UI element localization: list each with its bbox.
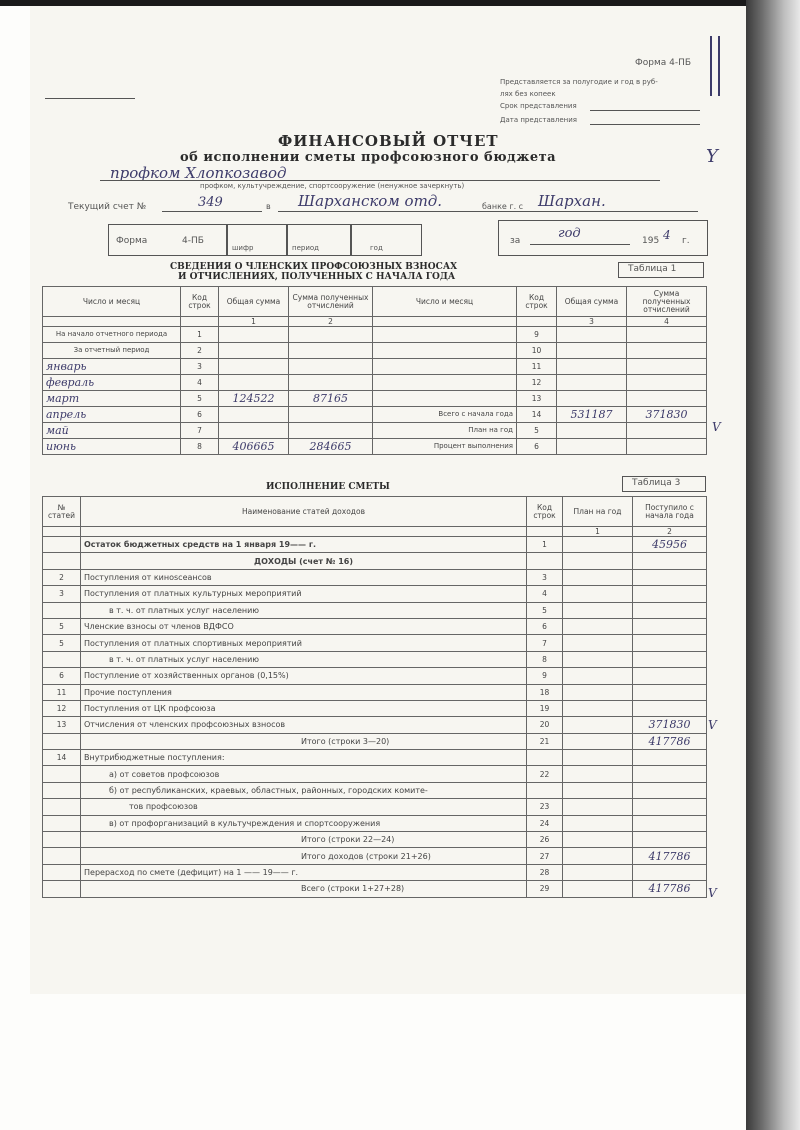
t1-ded-left [289,375,373,391]
stamp-line [45,98,135,99]
table-row [43,733,707,749]
t3-colnum-2: 2 [633,527,707,537]
t3-plan-value [563,635,633,651]
t3-plan-value [563,799,633,815]
scan-blank-area [0,994,746,1130]
t1-head-total-left: Общая сумма [219,287,289,317]
t1-ded-left: 284665 [289,439,373,455]
t3-code: 7 [527,635,563,651]
t3-plan-value [563,864,633,880]
t1-ded-right [627,327,707,343]
t1-code-left: 3 [181,359,219,375]
t1-code-right: 14 [517,407,557,423]
t3-received-value [633,602,707,618]
t3-article-name: Итого (строки 22—24) [81,832,527,848]
t1-month-left: январь [43,359,181,375]
t3-code: 24 [527,815,563,831]
t1-code-right: 9 [517,327,557,343]
t1-code-left: 5 [181,391,219,407]
t3-article-num [43,651,81,667]
t3-code: 29 [527,881,563,897]
t3-head-code: Код строк [527,497,563,527]
t3-article-name: Итого (строки 3—20) [81,733,527,749]
t1-head-ded-right: Сумма полученных отчислений [627,287,707,317]
t3-plan-value [563,832,633,848]
t3-code [527,553,563,569]
t3-article-num: 12 [43,700,81,716]
t3-code: 19 [527,700,563,716]
t3-code: 27 [527,848,563,864]
table-row [43,881,707,897]
t1-code-left: 7 [181,423,219,439]
t3-received-value [633,815,707,831]
note-date: Дата представления [500,116,577,124]
t1-code-right: 6 [517,439,557,455]
t1-ded-right [627,343,707,359]
t3-article-num [43,815,81,831]
t3-article-num: 3 [43,586,81,602]
t1-code-left: 1 [181,327,219,343]
t3-plan-value [563,848,633,864]
t1-total-left [219,407,289,423]
t3-code: 1 [527,537,563,553]
t3-received-value [633,684,707,700]
margin-check-mark: V [708,718,717,732]
document-page [30,6,746,994]
t3-code: 8 [527,651,563,667]
t3-article-name: ДОХОДЫ (счет № 16) [81,553,527,569]
table-row [43,848,707,864]
form-number: Форма 4-ПБ [635,58,692,68]
t3-plan-value [563,750,633,766]
form-box-label: Форма [116,236,148,246]
t3-article-name: Остаток бюджетных средств на 1 января 19—— г. [81,537,527,553]
table-row [43,782,707,798]
t1-head-month-left: Число и месяц [43,287,181,317]
t3-received-value [633,700,707,716]
t1-head-month-right: Число и месяц [373,287,517,317]
t1-month-left: апрель [43,407,181,423]
t3-article-num [43,832,81,848]
t3-received-value: 371830 [633,717,707,733]
table-row [43,832,707,848]
t1-code-left: 2 [181,343,219,359]
t1-ded-right [627,375,707,391]
t3-received-value: 417786 [633,881,707,897]
t1-code-left: 4 [181,375,219,391]
t3-code: 3 [527,569,563,585]
t3-article-num [43,553,81,569]
t3-code [527,782,563,798]
t1-total-left [219,327,289,343]
t1-month-left: май [43,423,181,439]
table-row [43,766,707,782]
t1-colnum-4: 4 [627,317,707,327]
table-row [43,635,707,651]
note-deadline: Срок представления [500,102,577,110]
t3-article-name: Перерасход по смете (дефицит) на 1 —— 19—— г. [81,864,527,880]
t3-plan-value [563,537,633,553]
t3-article-name: в т. ч. от платных услуг населению [81,651,527,667]
table-row [43,537,707,553]
t3-article-num [43,864,81,880]
t3-article-num: 13 [43,717,81,733]
t1-total-left: 124522 [219,391,289,407]
t1-month-right: План на год [373,423,517,439]
t1-month-left: март [43,391,181,407]
t3-article-name: в т. ч. от платных услуг населению [81,602,527,618]
table-row [43,391,707,407]
t3-article-num [43,733,81,749]
t3-colnum-1: 1 [563,527,633,537]
t3-article-name: Членские взносы от членов ВДФСО [81,618,527,634]
t3-article-name: а) от советов профсоюзов [81,766,527,782]
t3-article-num [43,799,81,815]
t1-ded-right [627,359,707,375]
t3-head-num: № статей [43,497,81,527]
t3-code: 22 [527,766,563,782]
t1-month-left: На начало отчетного периода [43,327,181,343]
table-row [43,651,707,667]
t3-received-value: 417786 [633,848,707,864]
table-row [43,423,707,439]
t1-code-left: 8 [181,439,219,455]
t3-received-value [633,668,707,684]
cipher-label: шифр [232,244,254,252]
t3-article-num [43,848,81,864]
t3-received-value [633,782,707,798]
note-line-1: Представляется за полугодие и год в руб- [500,78,658,86]
t1-month-left: февраль [43,375,181,391]
t1-total-left [219,375,289,391]
t3-article-num: 5 [43,635,81,651]
t1-month-right [373,391,517,407]
margin-pen-stroke [718,36,720,96]
t3-plan-value [563,553,633,569]
t1-ded-left [289,327,373,343]
t1-total-left [219,423,289,439]
t3-article-num [43,881,81,897]
t1-colnum-2: 2 [289,317,373,327]
t3-code: 4 [527,586,563,602]
t3-plan-value [563,668,633,684]
t1-colnum-1: 1 [219,317,289,327]
t1-total-left [219,359,289,375]
table-row [43,717,707,733]
bank-prep: в [266,202,271,211]
table-row [43,815,707,831]
scan-right-edge [746,0,800,1130]
period-suffix: г. [682,236,690,246]
account-label: Текущий счет № [68,202,147,212]
t1-code-left: 6 [181,407,219,423]
t3-plan-value [563,815,633,831]
t1-month-right [373,375,517,391]
table-row [43,327,707,343]
t3-plan-value [563,766,633,782]
t3-received-value [633,750,707,766]
bank-handwritten: Шарханском отд. [298,192,443,210]
t3-article-name: Отчисления от членских профсоюзных взносов [81,717,527,733]
t1-head-code-right: Код строк [517,287,557,317]
table1-contributions [42,286,707,455]
table1-title-2: И ОТЧИСЛЕНИЯХ, ПОЛУЧЕННЫХ С НАЧАЛА ГОДА [178,272,456,282]
t1-total-right [557,375,627,391]
t1-code-right: 5 [517,423,557,439]
t1-head-total-right: Общая сумма [557,287,627,317]
period-value: год [558,226,581,241]
t3-code: 18 [527,684,563,700]
t3-article-num: 5 [43,618,81,634]
t3-article-name: Всего (строки 1+27+28) [81,881,527,897]
year-label: год [370,244,383,252]
t3-received-value: 417786 [633,733,707,749]
t1-total-right [557,423,627,439]
t3-plan-value [563,586,633,602]
t1-total-left [219,343,289,359]
t1-ded-right [627,391,707,407]
t3-received-value [633,586,707,602]
t3-plan-value [563,569,633,585]
t1-month-right [373,343,517,359]
t1-ded-left [289,407,373,423]
t3-received-value [633,618,707,634]
t3-received-value [633,635,707,651]
period-prefix: за [510,236,521,246]
t1-total-right [557,343,627,359]
t1-ded-left [289,343,373,359]
t3-head-received: Поступило с начала года [633,497,707,527]
t3-article-name: в) от профорганизаций в культучреждения и спортсооружения [81,815,527,831]
table-row [43,750,707,766]
t3-code: 6 [527,618,563,634]
t3-received-value [633,651,707,667]
org-handwritten: профком Хлопкозавод [110,164,287,182]
table-row [43,618,707,634]
t3-code: 21 [527,733,563,749]
t3-article-name: Внутрибюджетные поступления: [81,750,527,766]
t3-article-num [43,782,81,798]
t3-article-name: Итого доходов (строки 21+26) [81,848,527,864]
t3-article-num: 2 [43,569,81,585]
table-row [43,864,707,880]
t3-article-name: Поступление от хозяйственных органов (0,15%) [81,668,527,684]
t1-code-right: 11 [517,359,557,375]
table-row [43,602,707,618]
bank-city: Шархан. [538,192,606,210]
t3-code: 9 [527,668,563,684]
table1-tag: Таблица 1 [628,264,677,274]
table3-title: ИСПОЛНЕНИЕ СМЕТЫ [266,482,390,492]
t3-article-name: Поступления от платных культурных мероприятий [81,586,527,602]
t3-article-num [43,537,81,553]
t1-total-right [557,391,627,407]
table-row [43,407,707,423]
period-year-printed: 195 [642,236,660,246]
table-row [43,343,707,359]
t1-code-right: 12 [517,375,557,391]
t3-plan-value [563,602,633,618]
table-row [43,375,707,391]
period-box [498,220,708,256]
t3-article-name: Поступления от ЦК профсоюза [81,700,527,716]
t1-code-right: 10 [517,343,557,359]
table-row [43,684,707,700]
t1-month-left: За отчетный период [43,343,181,359]
table-row [43,439,707,455]
table3-estimate [42,496,707,898]
org-caption: профком, культучреждение, спортсооружение (ненужное зачеркнуть) [200,182,465,190]
t1-month-right: Всего с начала года [373,407,517,423]
table-row [43,359,707,375]
t3-article-name: Прочие поступления [81,684,527,700]
document-title: ФИНАНСОВЫЙ ОТЧЕТ [278,132,499,150]
margin-check-mark: V [708,886,717,900]
t1-ded-right: 371830 [627,407,707,423]
t3-article-name: Поступления от платных спортивных мероприятий [81,635,527,651]
table-row [43,700,707,716]
t3-code [527,750,563,766]
t3-article-num: 11 [43,684,81,700]
t3-plan-value [563,717,633,733]
table-row [43,799,707,815]
t3-code: 23 [527,799,563,815]
t3-article-num [43,602,81,618]
t3-article-num: 14 [43,750,81,766]
t3-plan-value [563,782,633,798]
t3-received-value [633,832,707,848]
period-label: период [292,244,319,252]
period-year-hand: 4 [663,228,671,242]
t3-plan-value [563,881,633,897]
t1-month-right [373,327,517,343]
t3-received-value: 45956 [633,537,707,553]
t3-plan-value [563,684,633,700]
t3-article-name: Поступления от кинosсеансов [81,569,527,585]
t3-code: 28 [527,864,563,880]
t3-code: 26 [527,832,563,848]
t1-ded-left [289,423,373,439]
t3-head-name: Наименование статей доходов [81,497,527,527]
table-row [43,569,707,585]
t3-plan-value [563,733,633,749]
t1-total-right [557,439,627,455]
t1-total-right [557,327,627,343]
t1-total-right: 531187 [557,407,627,423]
t3-article-name: б) от республиканских, краевых, областных, районных, городских комите- [81,782,527,798]
t1-total-left: 406665 [219,439,289,455]
table3-tag: Таблица 3 [632,478,681,488]
t3-received-value [633,766,707,782]
t1-ded-left [289,359,373,375]
table-row [43,553,707,569]
t3-article-num [43,766,81,782]
document-subtitle: об исполнении сметы профсоюзного бюджета [180,150,557,165]
t1-total-right [557,359,627,375]
margin-check-mark: V [712,420,721,434]
t1-head-code-left: Код строк [181,287,219,317]
t3-article-num: 6 [43,668,81,684]
account-number: 349 [198,195,223,210]
t1-code-right: 13 [517,391,557,407]
t3-received-value [633,569,707,585]
form-box-value: 4-ПБ [182,236,204,246]
t3-received-value [633,799,707,815]
margin-pen-stroke [710,36,712,96]
note-line-2: лях без копеек [500,90,556,98]
t3-code: 20 [527,717,563,733]
t1-colnum-3: 3 [557,317,627,327]
t3-head-plan: План на год [563,497,633,527]
t1-ded-left: 87165 [289,391,373,407]
t1-month-right [373,359,517,375]
table-row [43,668,707,684]
table-row [43,586,707,602]
t1-month-left: июнь [43,439,181,455]
t3-article-name: тов профсоюзов [81,799,527,815]
t3-plan-value [563,700,633,716]
margin-check-mark: Y [706,146,718,167]
t1-ded-right [627,423,707,439]
t3-plan-value [563,618,633,634]
t3-received-value [633,553,707,569]
t1-month-right: Процент выполнения [373,439,517,455]
table1-title-1: СВЕДЕНИЯ О ЧЛЕНСКИХ ПРОФСОЮЗНЫХ ВЗНОСАХ [170,262,458,272]
t3-received-value [633,864,707,880]
t3-plan-value [563,651,633,667]
t3-code: 5 [527,602,563,618]
t1-ded-right [627,439,707,455]
bank-suffix: банке г. с [482,202,524,211]
t1-head-ded-left: Сумма полученных отчислений [289,287,373,317]
